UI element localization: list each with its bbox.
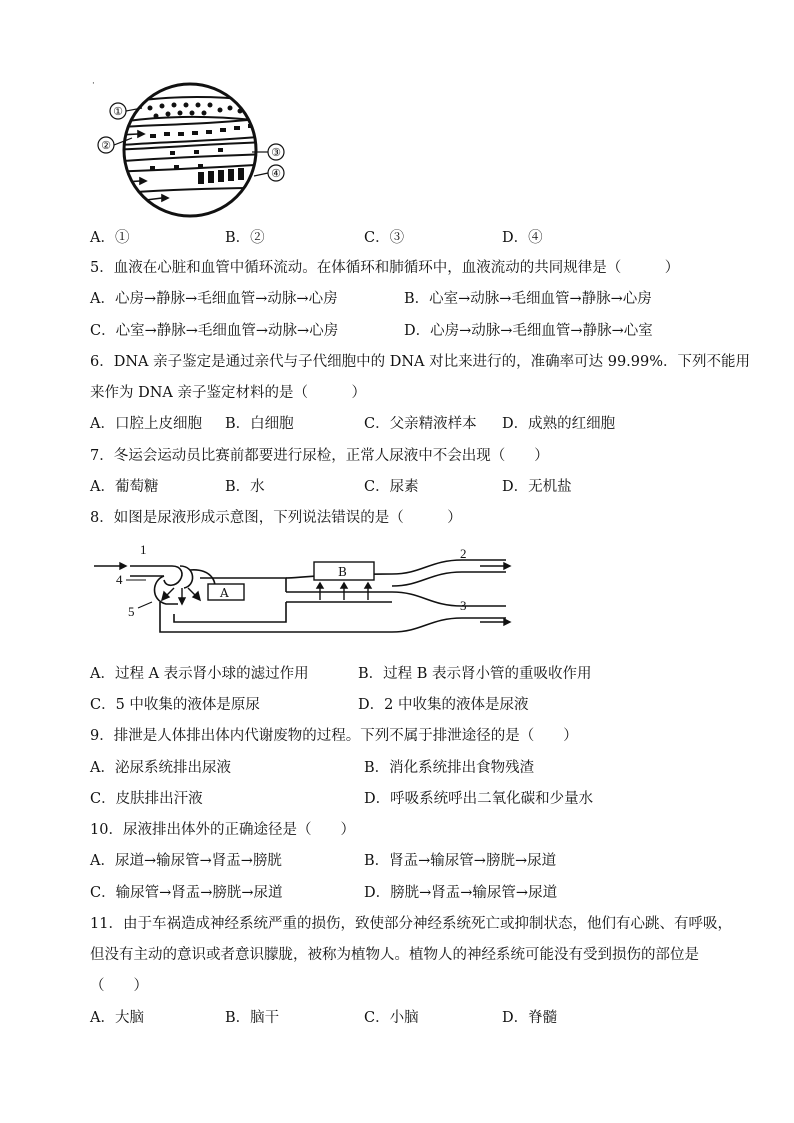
q6-option-a: A．口腔上皮细胞 <box>90 416 202 432</box>
q8-option-d: D．2 中收集的液体是尿液 <box>358 697 529 713</box>
q9-option-b: B．消化系统排出食物残渣 <box>364 760 535 776</box>
q7-option-a: A．葡萄糖 <box>90 479 159 495</box>
q8-option-b: B．过程 B 表示肾小管的重吸收作用 <box>358 666 592 682</box>
diagram-label-3: 3 <box>460 598 467 613</box>
diagram-label-a: A <box>220 586 229 600</box>
q11-stem-line1: 11．由于车祸造成神经系统严重的损伤，致使部分神经系统死亡或抑制状态，他们有心跳、有呼吸， <box>90 916 732 932</box>
vessel-label-1: ① <box>113 105 123 118</box>
q4-option-d: D．④ <box>502 230 543 246</box>
diagram-label-5: 5 <box>128 604 135 619</box>
q5-option-c: C．心室→静脉→毛细血管→动脉→心房 <box>90 323 339 339</box>
vessel-label-3: ③ <box>271 146 281 159</box>
q10-option-a: A．尿道→输尿管→肾盂→膀胱 <box>90 853 282 869</box>
q4-option-b: B．② <box>225 230 265 246</box>
q9-stem: 9．排泄是人体排出体内代谢废物的过程。下列不属于排泄途径的是（ ） <box>90 728 578 744</box>
q10-stem: 10．尿液排出体外的正确途径是（ ） <box>90 822 355 838</box>
q7-option-c: C．尿素 <box>364 479 419 495</box>
q8-stem: 8．如图是尿液形成示意图，下列说法错误的是（ ） <box>90 510 462 526</box>
q10-option-d: D．膀胱→肾盂→输尿管→尿道 <box>364 885 558 901</box>
q5-option-d: D．心房→动脉→毛细血管→静脉→心室 <box>404 323 653 339</box>
q8-option-a: A．过程 A 表示肾小球的滤过作用 <box>90 666 309 682</box>
diagram-label-b: B <box>338 565 347 579</box>
svg-text:·: · <box>92 79 95 89</box>
q4-option-c: C．③ <box>364 230 405 246</box>
q8-option-c: C．5 中收集的液体是原尿 <box>90 697 260 713</box>
q5-option-b: B．心室→动脉→毛细血管→静脉→心房 <box>404 291 652 307</box>
q11-option-a: A．大脑 <box>90 1010 144 1026</box>
q7-option-b: B．水 <box>225 479 265 495</box>
diagram-label-2: 2 <box>460 546 467 561</box>
diagram-label-1: 1 <box>140 542 147 557</box>
blood-vessel-figure <box>90 78 310 218</box>
q4-option-a: A．① <box>90 230 130 246</box>
q9-option-a: A．泌尿系统排出尿液 <box>90 760 231 776</box>
q10-option-b: B．肾盂→输尿管→膀胱→尿道 <box>364 853 557 869</box>
q7-stem: 7．冬运会运动员比赛前都要进行尿检，正常人尿液中不会出现（ ） <box>90 448 549 464</box>
vessel-label-4: ④ <box>271 167 281 180</box>
q9-option-c: C．皮肤排出汗液 <box>90 791 203 807</box>
q5-option-a: A．心房→静脉→毛细血管→动脉→心房 <box>90 291 338 307</box>
q6-option-c: C．父亲精液样本 <box>364 416 477 432</box>
urine-formation-diagram <box>90 540 530 640</box>
q11-option-d: D．脊髓 <box>502 1010 558 1026</box>
q7-option-d: D．无机盐 <box>502 479 572 495</box>
q6-stem-line2: 来作为 DNA 亲子鉴定材料的是（ ） <box>90 385 367 401</box>
q11-option-b: B．脑干 <box>225 1010 280 1026</box>
diagram-label-4: 4 <box>116 572 123 587</box>
q6-stem-line1: 6．DNA 亲子鉴定是通过亲代与子代细胞中的 DNA 对比来进行的，准确率可达 99.99%．下列不能用 <box>90 354 751 370</box>
q11-stem-line3: （ ） <box>90 978 148 994</box>
q6-option-b: B．白细胞 <box>225 416 294 432</box>
q11-stem-line2: 但没有主动的意识或者意识朦胧，被称为植物人。植物人的神经系统可能没有受到损伤的部位是 <box>90 947 699 963</box>
q10-option-c: C．输尿管→肾盂→膀胱→尿道 <box>90 885 283 901</box>
vessel-label-2: ② <box>101 139 111 152</box>
q5-stem: 5．血液在心脏和血管中循环流动。在体循环和肺循环中，血液流动的共同规律是（ ） <box>90 260 680 276</box>
q6-option-d: D．成熟的红细胞 <box>502 416 616 432</box>
q9-option-d: D．呼吸系统呼出二氧化碳和少量水 <box>364 791 594 807</box>
q11-option-c: C．小脑 <box>364 1010 419 1026</box>
